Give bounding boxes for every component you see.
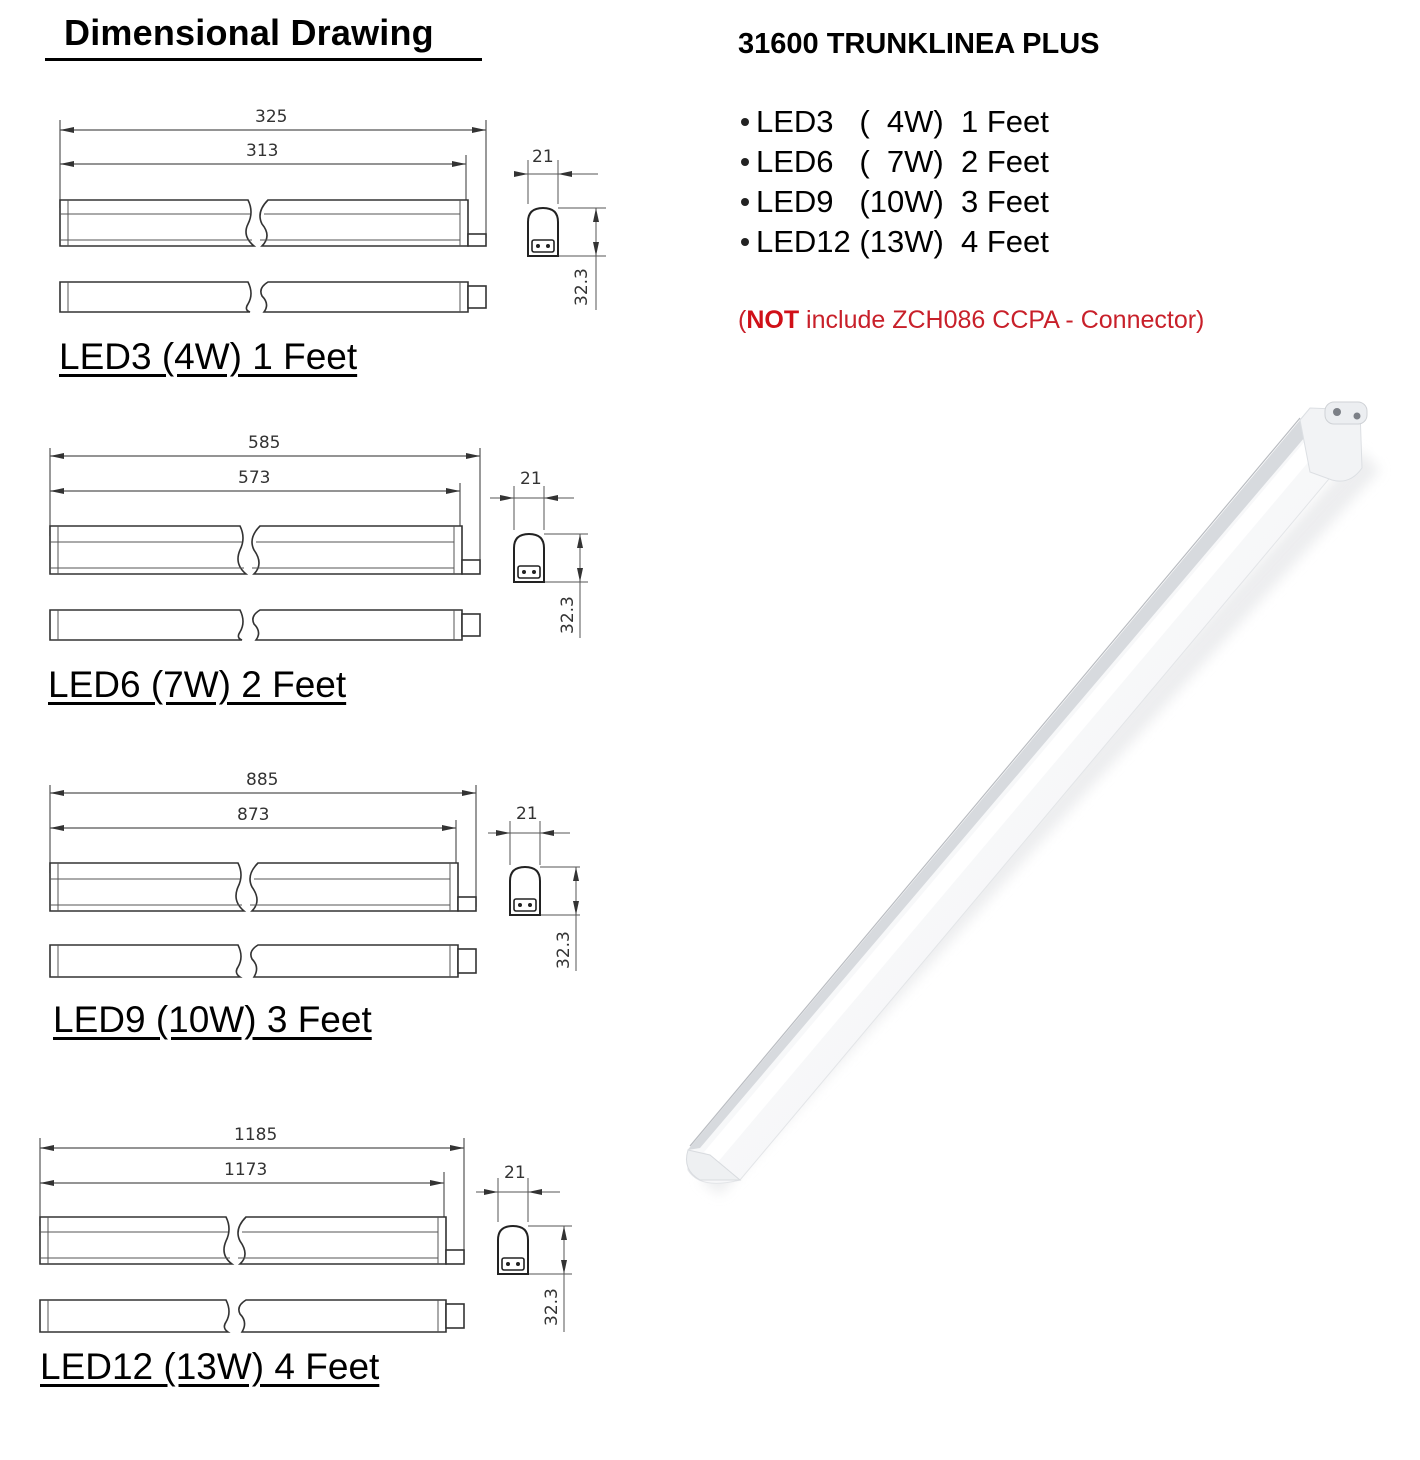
note-text: include ZCH086 CCPA - Connector) bbox=[799, 306, 1205, 334]
variant-text: LED12 (13W) 4 Feet bbox=[756, 224, 1049, 259]
dim-height: 32.3 bbox=[572, 268, 592, 306]
product-photo bbox=[660, 380, 1420, 1240]
list-item bbox=[738, 222, 1049, 262]
variant-text: LED3 ( 4W) 1 Feet bbox=[756, 104, 1049, 139]
drawing-caption: LED12 (13W) 4 Feet bbox=[40, 1346, 380, 1387]
led-batten-illustration bbox=[660, 380, 1420, 1240]
drawing-caption: LED9 (10W) 3 Feet bbox=[53, 999, 372, 1040]
dimension-drawing-led6 bbox=[40, 428, 610, 718]
note-emphasis: NOT bbox=[746, 306, 800, 334]
bullet-icon bbox=[741, 158, 749, 166]
variant-list bbox=[738, 102, 1049, 262]
dim-body-length: 1173 bbox=[224, 1160, 268, 1180]
dim-width: 21 bbox=[504, 1163, 526, 1183]
bullet-icon bbox=[741, 238, 749, 246]
dim-overall-length: 1185 bbox=[234, 1125, 278, 1145]
dim-body-length: 573 bbox=[238, 468, 271, 488]
drawing-caption: LED3 (4W) 1 Feet bbox=[59, 336, 358, 377]
drawing-lines bbox=[30, 1120, 600, 1330]
dim-height: 32.3 bbox=[558, 596, 578, 634]
list-item bbox=[738, 182, 1049, 222]
dimension-drawing-led12 bbox=[30, 1120, 600, 1410]
title-underline bbox=[45, 58, 482, 61]
dim-overall-length: 585 bbox=[248, 433, 281, 453]
product-title: 31600 TRUNKLINEA PLUS bbox=[738, 28, 1100, 60]
bullet-icon bbox=[741, 118, 749, 126]
dimension-drawing-led3 bbox=[50, 100, 610, 390]
note-open: ( bbox=[738, 306, 747, 334]
dim-overall-length: 885 bbox=[246, 770, 279, 790]
bullet-icon bbox=[741, 198, 749, 206]
dim-body-length: 873 bbox=[237, 805, 270, 825]
dim-width: 21 bbox=[520, 469, 542, 489]
dim-width: 21 bbox=[532, 147, 554, 167]
drawing-caption: LED6 (7W) 2 Feet bbox=[48, 664, 347, 705]
dim-height: 32.3 bbox=[554, 931, 574, 969]
list-item bbox=[738, 102, 1049, 142]
dim-width: 21 bbox=[516, 804, 538, 824]
dim-body-length: 313 bbox=[246, 141, 279, 161]
connector-note bbox=[738, 306, 1204, 335]
dim-height: 32.3 bbox=[542, 1288, 562, 1326]
dim-overall-length: 325 bbox=[255, 107, 288, 127]
list-item bbox=[738, 142, 1049, 182]
page-title: Dimensional Drawing bbox=[64, 12, 434, 53]
drawing-lines bbox=[40, 765, 610, 975]
variant-text: LED6 ( 7W) 2 Feet bbox=[756, 144, 1049, 179]
drawing-lines bbox=[40, 428, 610, 638]
variant-text: LED9 (10W) 3 Feet bbox=[756, 184, 1049, 219]
drawing-lines bbox=[50, 100, 610, 310]
dimension-drawing-led9 bbox=[40, 765, 610, 1055]
